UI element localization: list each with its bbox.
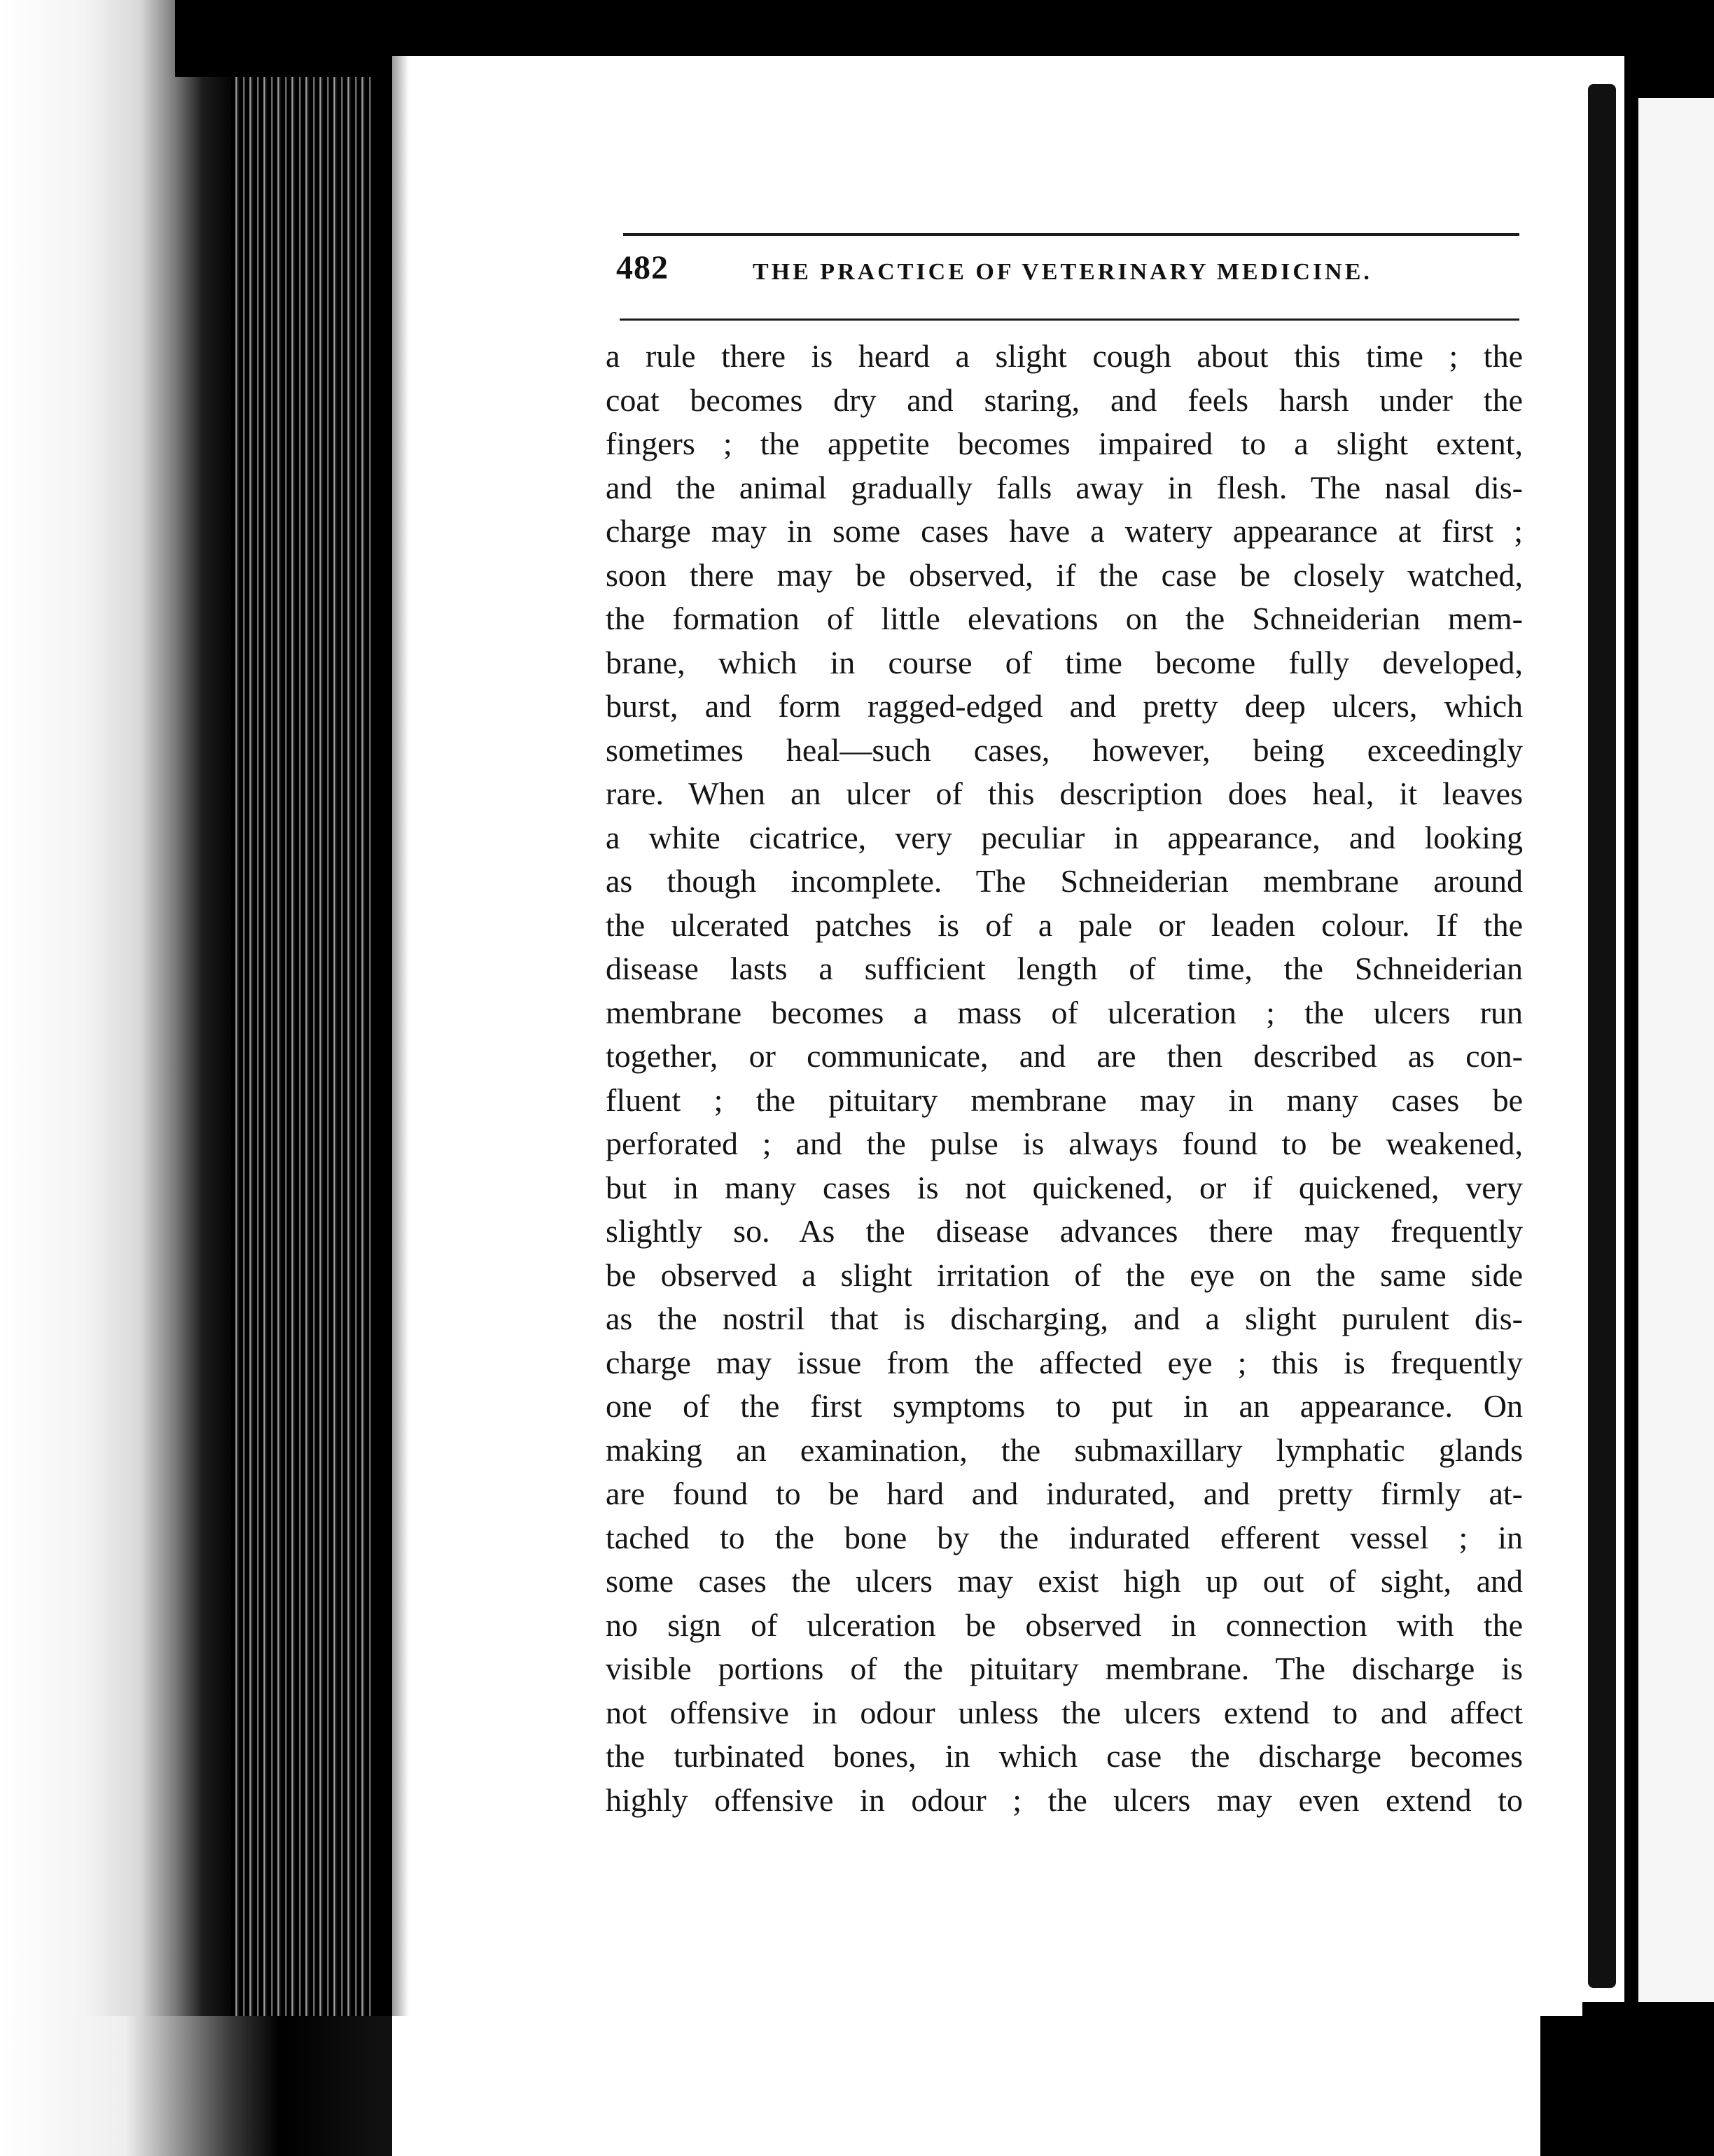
text-line: are found to be hard and indurated, and pretty firmly at- [606, 1476, 1523, 1511]
text-line: highly offensive in odour ; the ulcers may even extend to [606, 1782, 1523, 1818]
page-number: 482 [616, 249, 669, 286]
book-edge-bottom-shadow [0, 2016, 392, 2156]
text-line: charge may issue from the affected eye ; this is frequently [606, 1344, 1523, 1380]
text-line: disease lasts a sufficient length of time, the Schneiderian [606, 951, 1523, 986]
text-line: charge may in some cases have a watery appearance at first ; [606, 513, 1523, 549]
text-line: but in many cases is not quickened, or if quickened, very [606, 1169, 1523, 1205]
text-line: no sign of ulceration be observed in connection with the [606, 1606, 1523, 1643]
text-line: fluent ; the pituitary membrane may in many cases be [606, 1082, 1523, 1118]
text-line: perforated ; and the pulse is always found to be weakened, [606, 1126, 1523, 1161]
text-line: not offensive in odour unless the ulcers extend to and affect [606, 1694, 1523, 1730]
text-line: tached to the bone by the indurated efferent vessel ; in [606, 1519, 1523, 1555]
text-line: rare. When an ulcer of this description does heal, it leaves [606, 776, 1523, 811]
body-text [606, 335, 1523, 1822]
text-line: a white cicatrice, very peculiar in appearance, and looking [606, 819, 1523, 855]
text-line: brane, which in course of time become fully developed, [606, 644, 1523, 680]
text-line: coat becomes dry and staring, and feels harsh under the [606, 382, 1523, 418]
text-line: one of the first symptoms to put in an appearance. On [606, 1388, 1523, 1424]
page-gutter-shadow [392, 56, 409, 2016]
header-rule-bottom [620, 318, 1519, 321]
text-line: burst, and form ragged-edged and pretty deep ulcers, which [606, 688, 1523, 724]
text-line: the formation of little elevations on the Schneiderian mem- [606, 601, 1523, 636]
facing-page-sliver [1638, 98, 1714, 2030]
text-line: be observed a slight irritation of the eye on the same side [606, 1256, 1523, 1293]
text-line: soon there may be observed, if the case be closely watched, [606, 556, 1523, 593]
text-line: the turbinated bones, in which case the discharge becomes [606, 1738, 1523, 1774]
running-head: THE PRACTICE OF VETERINARY MEDICINE. [753, 259, 1372, 285]
scan-border-bottom-right [1540, 2002, 1714, 2156]
text-line: making an examination, the submaxillary lymphatic glands [606, 1432, 1523, 1468]
page-fold-shadow [1588, 84, 1616, 1988]
text-line: as though incomplete. The Schneiderian membrane around [606, 863, 1523, 899]
text-line: fingers ; the appetite becomes impaired to a slight extent, [606, 426, 1523, 461]
header-rule-top [623, 233, 1519, 236]
text-line: the ulcerated patches is of a pale or leaden colour. If the [606, 906, 1523, 943]
text-line: some cases the ulcers may exist high up out of sight, and [606, 1563, 1523, 1599]
text-line: sometimes heal—such cases, however, being exceedingly [606, 732, 1523, 768]
text-line: as the nostril that is discharging, and a slight purulent dis- [606, 1301, 1523, 1336]
text-line: together, or communicate, and are then described as con- [606, 1038, 1523, 1074]
text-line: visible portions of the pituitary membrane. The discharge is [606, 1651, 1523, 1686]
text-line: a rule there is heard a slight cough about this time ; the [606, 338, 1523, 374]
text-line: and the animal gradually falls away in flesh. The nasal dis- [606, 469, 1523, 505]
text-line: membrane becomes a mass of ulceration ; the ulcers run [606, 994, 1523, 1030]
book-page-edge-lines [231, 42, 371, 2030]
book-edge-top-shadow [175, 0, 392, 77]
text-line: slightly so. As the disease advances there may frequently [606, 1213, 1523, 1249]
